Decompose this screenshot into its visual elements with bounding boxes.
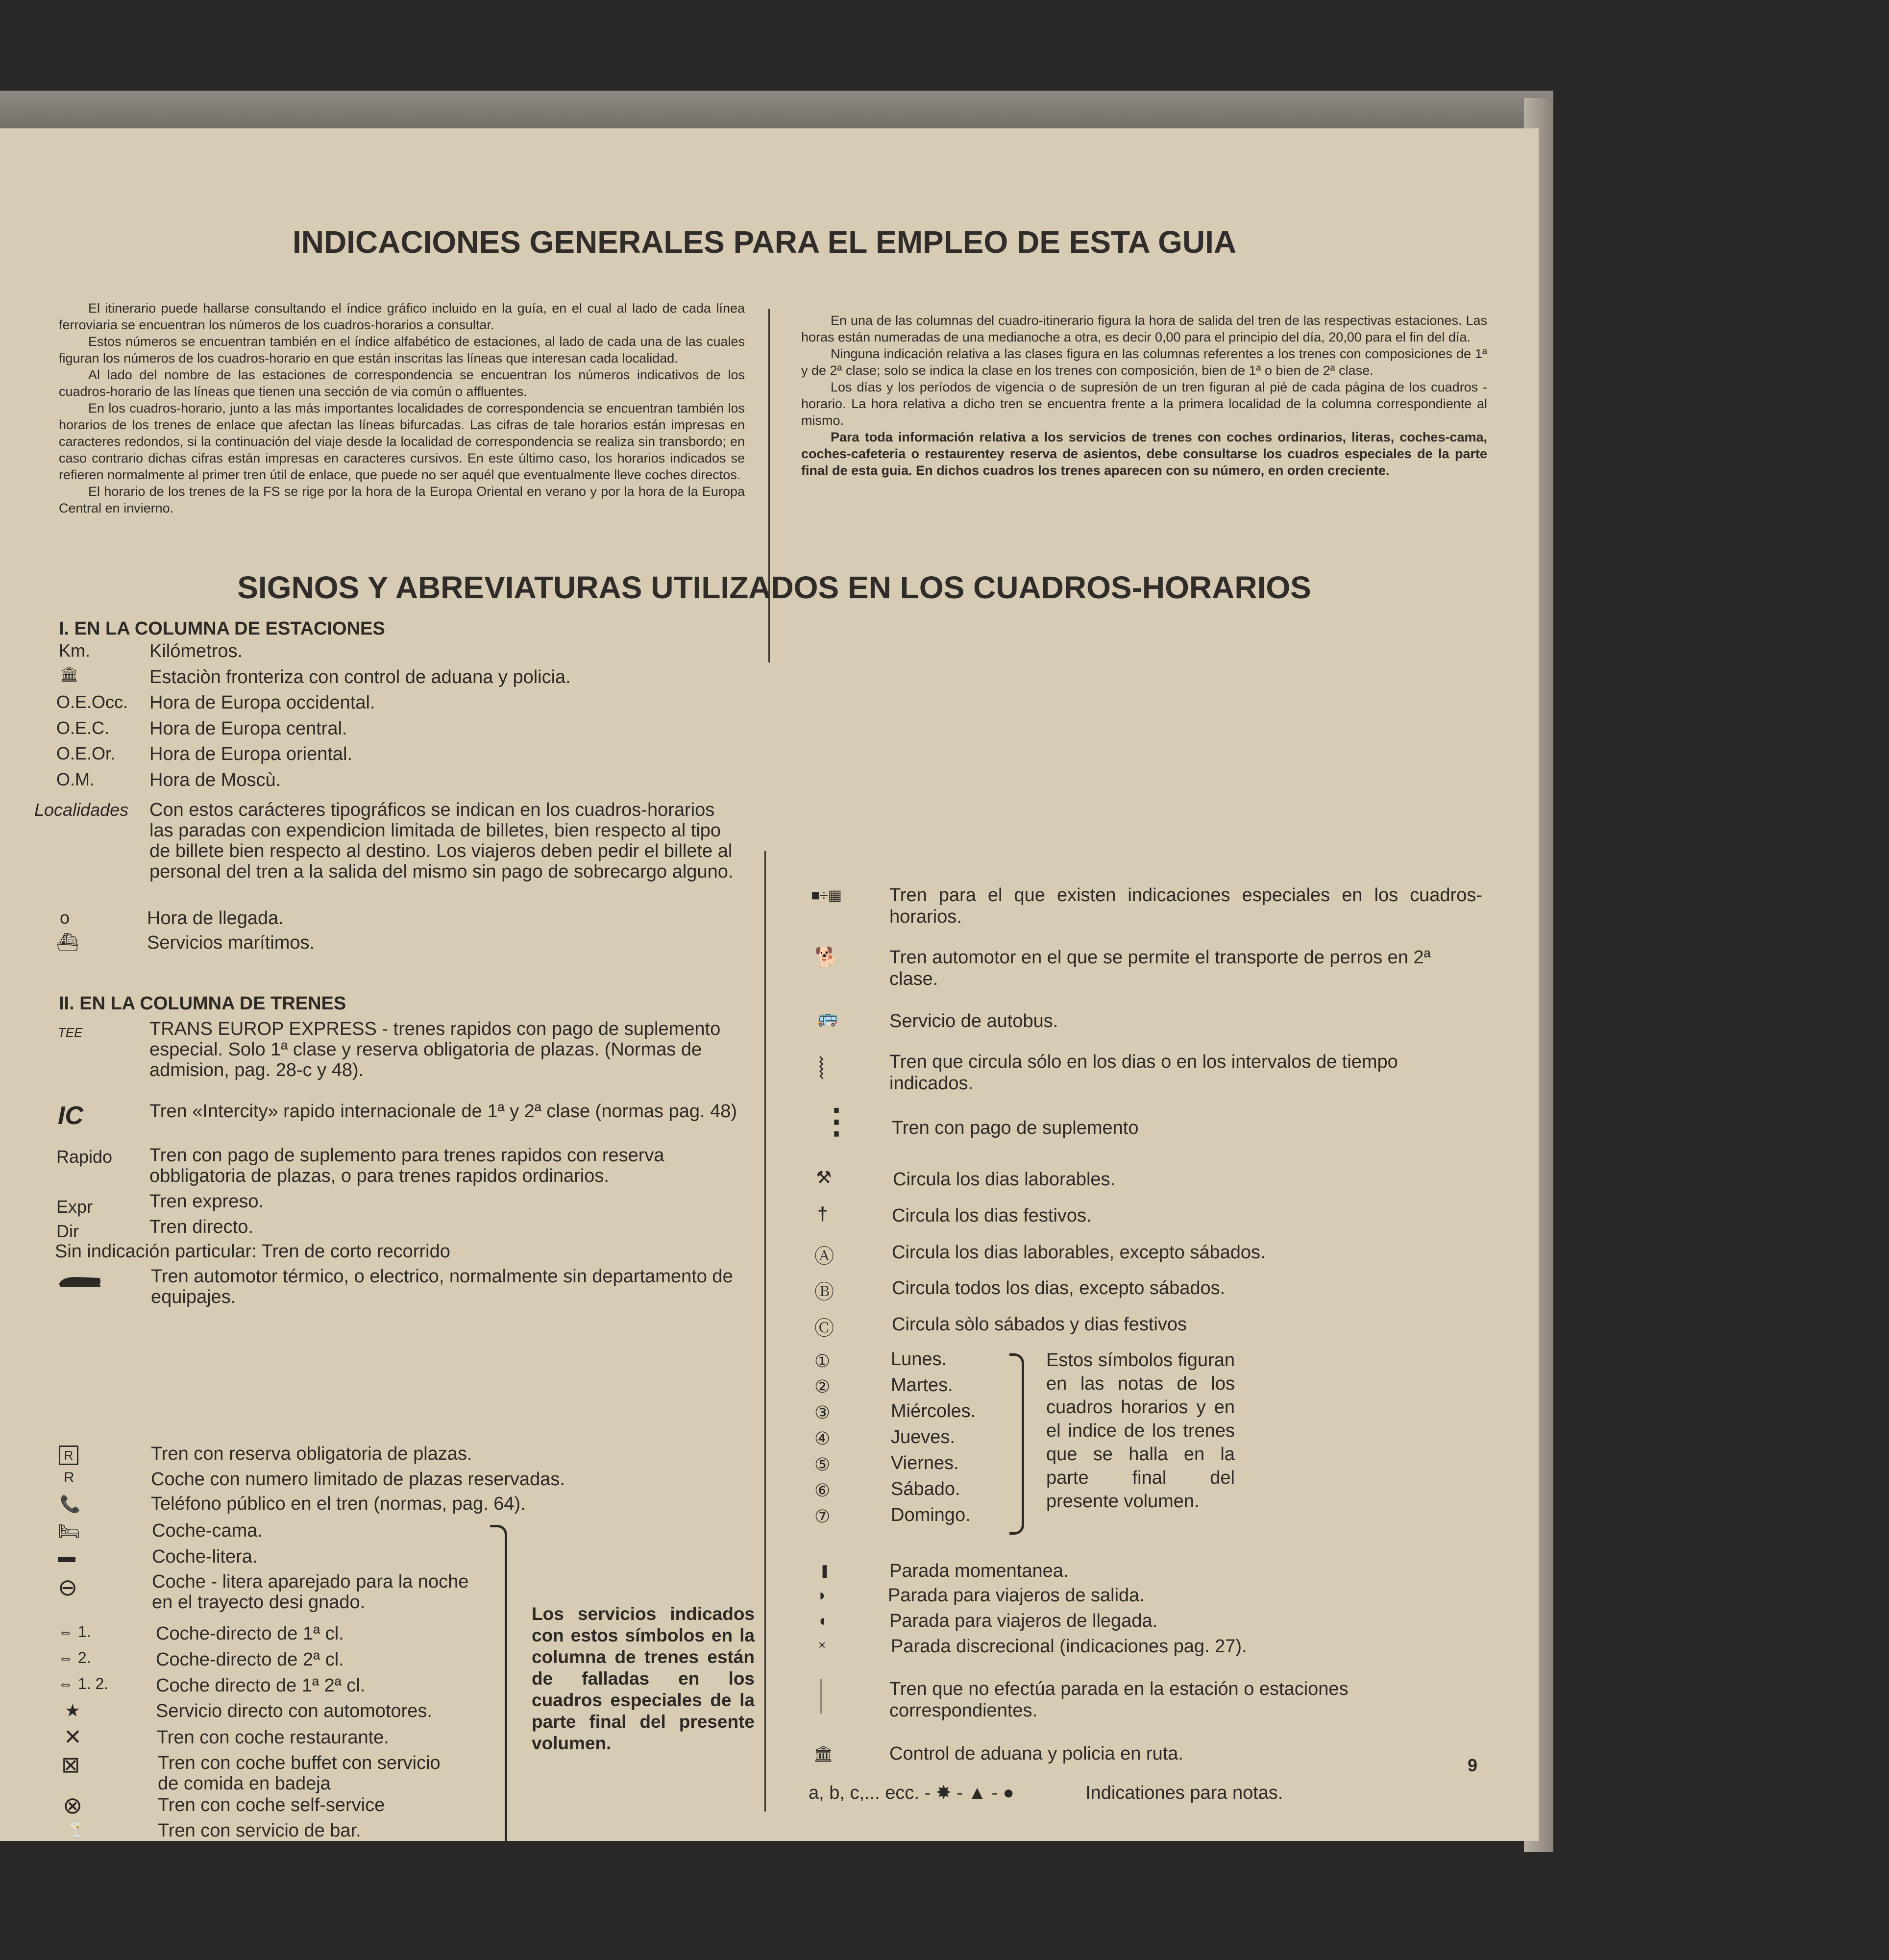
self-service-text: Tren con coche self-service [158, 1795, 385, 1815]
through-coach-12-icon: ⇔ 1. 2. [58, 1675, 109, 1692]
period-text: Tren que circula sólo en los dias o en los intervalos de tiempo indicados. [889, 1052, 1398, 1094]
dog-text: Tren automotor en el que se permite el transporte de perros en 2ª clase. [889, 947, 1431, 989]
border-station-text: Estaciòn fronteriza con control de aduana y policia. [149, 667, 571, 687]
wednesday-icon: ③ [814, 1402, 831, 1422]
saturday-icon: ⑥ [814, 1480, 831, 1500]
railcar-text: Tren automotor térmico, o electrico, normalmente sin departamento de equipajes. [151, 1266, 733, 1307]
momentary-stop-icon: ❚ [819, 1563, 830, 1578]
friday-text: Viernes. [891, 1453, 959, 1473]
period-icon: ⦚ [818, 1053, 825, 1085]
section-1-heading: I. EN LA COLUMNA DE ESTACIONES [59, 618, 385, 639]
sin-indicacion-text: Sin indicación particular: Tren de corto recorrido [55, 1241, 450, 1262]
special-indications-icon: ■÷▦ [811, 887, 842, 904]
arrival-stop-icon: ◖ [817, 1612, 827, 1629]
special-indications-text: Tren para el que existen indicaciones especiales en los cuadros-horarios. [889, 885, 1482, 927]
through-coach-2-icon: ⇔ 2. [58, 1649, 91, 1666]
section-2-heading: II. EN LA COLUMNA DE TRENES [59, 993, 346, 1014]
buffet-icon: ⊠ [61, 1752, 80, 1777]
departure-stop-icon: ◗ [817, 1586, 827, 1604]
intercity-icon: IC [58, 1102, 83, 1130]
column-divider [764, 851, 766, 1812]
days-bracket [1009, 1353, 1024, 1535]
km-text: Kilómetros. [149, 641, 243, 662]
oec-text: Hora de Europa central. [149, 718, 347, 739]
thursday-icon: ④ [814, 1428, 831, 1448]
dir-text: Tren directo. [149, 1217, 253, 1237]
intro-paragraph: El horario de los trenes de la FS se rige por la hora de la Europa Oriental en verano y por la hora de la Europa Central en invierno. [59, 484, 745, 515]
reservation-box-icon: R [59, 1446, 78, 1465]
dog-icon: 🐕 [814, 947, 839, 968]
notes-text: Indicationes para notas. [1085, 1783, 1283, 1803]
through-coach-1-text: Coche-directo de 1ª cl. [156, 1623, 344, 1644]
rapido-symbol: Rapido [56, 1147, 113, 1167]
signs-title: SIGNOS Y ABREVIATURAS UTILIZADOS EN LOS CUADROS-HORARIOS [237, 570, 1311, 605]
no-stop-text: Tren que no efectúa parada en la estación o estaciones correspondientes. [889, 1679, 1349, 1721]
discretionary-stop-text: Parada discrecional (indicaciones pag. 27). [891, 1636, 1247, 1657]
ship-icon: ⛴ [56, 932, 79, 952]
limited-reservation-text: Coche con numero limitado de plazas reservadas. [151, 1469, 565, 1490]
wednesday-text: Miércoles. [891, 1401, 976, 1421]
discretionary-stop-icon: × [818, 1638, 826, 1652]
oeocc-symbol: O.E.Occ. [56, 692, 128, 712]
monday-icon: ① [814, 1351, 831, 1371]
services-bracket [490, 1525, 507, 1853]
intro-paragraph: En una de las columnas del cuadro-itinerario figura la hora de salida del tren de las respectivas estaciones. Las horas están numeradas de una medianoche a otra, es decir 0,00 para el principio del día, 20,00 para el fin del día. [801, 313, 1487, 344]
intro-paragraph: En los cuadros-horario, junto a las más importantes localidades de correspondencia se encuentran también los horarios de los trenes de enlace que afectan las líneas bifurcadas. Las cifras de tale horarios están impresas en caracteres redondos, si la continuación del viaje desde la localidad de correspondencia se realiza sin transbordo; en caso contrario dichas cifras están impresas en caracteres cursivos. En este último caso, los horarios indicados se refieren normalmente al primer tren útil de enlace, que puede no ser aquél que eventualmente lleve coches directos. [59, 401, 745, 482]
no-stop-line-icon [820, 1679, 822, 1714]
oeocc-text: Hora de Europa occidental. [149, 692, 375, 713]
intercity-text: Tren «Intercity» rapido internacionale de 1ª y 2ª clase (normas pag. 48) [149, 1101, 737, 1122]
momentary-stop-text: Parada momentanea. [889, 1561, 1069, 1581]
limited-reservation-symbol: R [64, 1470, 74, 1486]
b-circle-icon: Ⓑ [814, 1281, 834, 1303]
days-note: Estos símbolos figuran en las notas de los cuadros horarios y en el indice de los trenes que se halla en la parte final del presente volumen. [1046, 1350, 1235, 1512]
column-divider [768, 309, 770, 662]
sleeper-icon: 🛏 [58, 1521, 80, 1541]
through-coach-12-text: Coche directo de 1ª 2ª cl. [156, 1675, 366, 1696]
services-note: Los servicios indicados con estos símbolos en la columna de trenes están de falladas en los cuadros especiales de la parte final del presente volumen. [532, 1604, 755, 1753]
star-icon: ★ [65, 1700, 81, 1720]
c-circle-icon: Ⓒ [814, 1318, 834, 1339]
bar-icon: 🍸 [68, 1822, 86, 1838]
arrival-stop-text: Parada para viajeros de llegada. [889, 1611, 1158, 1631]
a-circle-text: Circula los dias laborables, excepto sábados. [892, 1242, 1266, 1263]
intro-left-column [59, 300, 745, 516]
thursday-text: Jueves. [891, 1427, 955, 1447]
restaurant-icon: ✕ [64, 1725, 82, 1749]
holidays-icon: † [817, 1204, 828, 1225]
b-circle-text: Circula todos los dias, excepto sábados. [892, 1278, 1226, 1298]
arrival-text: Hora de llegada. [147, 908, 284, 929]
sunday-icon: ⑦ [814, 1506, 831, 1526]
restaurant-text: Tren con coche restaurante. [157, 1727, 389, 1748]
railcar-icon [56, 1274, 103, 1291]
reservation-text: Tren con reserva obligatoria de plazas. [151, 1444, 472, 1464]
monday-text: Lunes. [891, 1349, 947, 1370]
workdays-text: Circula los dias laborables. [893, 1169, 1116, 1190]
c-circle-text: Circula sòlo sábados y dias festivos [892, 1314, 1187, 1335]
departure-stop-text: Parada para viajeros de salida. [888, 1585, 1145, 1606]
page-title: INDICACIONES GENERALES PARA EL EMPLEO DE ESTA GUIA [292, 224, 1237, 260]
tuesday-text: Martes. [891, 1375, 953, 1396]
intro-paragraph: Los días y los períodos de vigencia o de supresión de un tren figuran al pié de cada página de los cuadros -horario. La hora relativa a dicho tren se encuentra frente a la primera localidad de la columna correspondiente al mismo. [801, 380, 1487, 428]
intro-paragraph: Al lado del nombre de las estaciones de correspondencia se encuentran los números indicativos de los cuadros-horario de las líneas que tienen una sección de via común o affluentes. [59, 368, 745, 399]
holidays-text: Circula los dias festivos. [892, 1205, 1092, 1226]
expr-symbol: Expr [56, 1197, 93, 1217]
maritime-text: Servicios marítimos. [147, 932, 315, 953]
intro-bold-paragraph: Para toda información relativa a los servicios de trenes con coches ordinarios, literas, coches-cama, coches-cafeteria o restaurentey reserva de asientos, debe consultarse los cuadros especiales de la parte final de esta guia. En dichos cuadros los trenes aparecen con su número, en orden creciente. [801, 430, 1487, 478]
tee-icon: TEE [58, 1025, 83, 1040]
localidades-symbol: Localidades [34, 800, 129, 820]
through-coach-2-text: Coche-directo de 2ª cl. [156, 1649, 344, 1670]
arrival-symbol: o [60, 907, 70, 928]
oeor-symbol: O.E.Or. [56, 743, 116, 763]
buffet-text: Tren con coche buffet con servicio de comida en badeja [158, 1753, 441, 1794]
night-couchette-icon: ⊖ [58, 1575, 78, 1601]
intro-paragraph: Estos números se encuentran también en el índice alfabético de estaciones, al lado de cada una de las cuales figuran los números de los cuadros-horario en que están inscritas las líneas que interesan cada localidad. [59, 334, 745, 366]
couchette-icon: ▬ [58, 1546, 75, 1566]
auto-service-text: Servicio directo con automotores. [156, 1701, 432, 1721]
oec-symbol: O.E.C. [56, 718, 110, 738]
saturday-text: Sábado. [891, 1479, 960, 1499]
customs-route-text: Control de aduana y policia en ruta. [889, 1743, 1183, 1764]
night-couchette-text: Coche - litera aparejado para la noche en el trayecto desi gnado. [152, 1571, 469, 1613]
expr-text: Tren expreso. [149, 1191, 264, 1212]
intro-paragraph: El itinerario puede hallarse consultando el índice gráfico incluido en la guía, en el cual al lado de cada línea ferroviaria se encuentran los números de los cuadros-horarios a consultar. [59, 301, 745, 332]
workdays-icon: ⚒ [816, 1167, 832, 1187]
self-service-icon: ⊗ [63, 1793, 83, 1819]
telephone-icon: 📞 [60, 1495, 81, 1514]
bus-icon: 🚌 [817, 1008, 838, 1027]
dir-symbol: Dir [56, 1221, 79, 1241]
page-number: 9 [1468, 1755, 1478, 1775]
sunday-text: Domingo. [891, 1505, 971, 1525]
om-text: Hora de Moscù. [149, 770, 281, 790]
supplement-text: Tren con pago de suplemento [892, 1118, 1139, 1138]
oeor-text: Hora de Europa oriental. [149, 744, 353, 764]
km-symbol: Km. [59, 640, 91, 661]
notes-symbols: a, b, c,... ecc. - ✸ - ▲ - ● [809, 1783, 1014, 1803]
tee-text: TRANS EUROP EXPRESS - trenes rapidos con pago de suplemento especial. Solo 1ª clase y reserva obligatoria de plazas. (Normas de admision, pag. 28-c y 48). [149, 1019, 721, 1080]
a-circle-icon: Ⓐ [814, 1246, 834, 1267]
intro-right-column [801, 312, 1487, 479]
bus-text: Servicio de autobus. [889, 1011, 1058, 1031]
telephone-text: Teléfono público en el tren (normas, pag. 64). [151, 1494, 526, 1514]
document-page [0, 128, 1539, 1841]
om-symbol: O.M. [56, 769, 95, 789]
through-coach-1-icon: ⇔ 1. [58, 1623, 91, 1641]
sleeper-text: Coche-cama. [152, 1520, 263, 1541]
border-station-icon: 🏛 [60, 666, 79, 683]
localidades-text: Con estos carácteres tipográficos se indican en los cuadros-horarios las paradas con expendicion limitada de billetes, bien respecto al tipo de billete bien respecto al destino. Los viajeros deben pedir el billete al personal del tren a la salida del mismo sin pago de sobrecargo alguno. [149, 800, 734, 882]
intro-paragraph: Ninguna indicación relativa a las clases figura en las columnas referentes a los trenes con composiciones de 1ª y de 2ª clase; solo se indica la clase en los trenes con composición, bien de 1ª o bien de 2ª clase. [801, 346, 1487, 378]
couchette-text: Coche-litera. [152, 1546, 258, 1567]
friday-icon: ⑤ [814, 1454, 831, 1474]
bar-text: Tren con servicio de bar. [158, 1820, 361, 1841]
customs-route-icon: 🏛 [813, 1745, 834, 1763]
tuesday-icon: ② [814, 1376, 831, 1396]
supplement-icon: ⋮ [819, 1102, 854, 1140]
rapido-text: Tren con pago de suplemento para trenes rapidos con reserva obbligatoria de plazas, o para trenes rapidos ordinarios. [149, 1145, 664, 1186]
